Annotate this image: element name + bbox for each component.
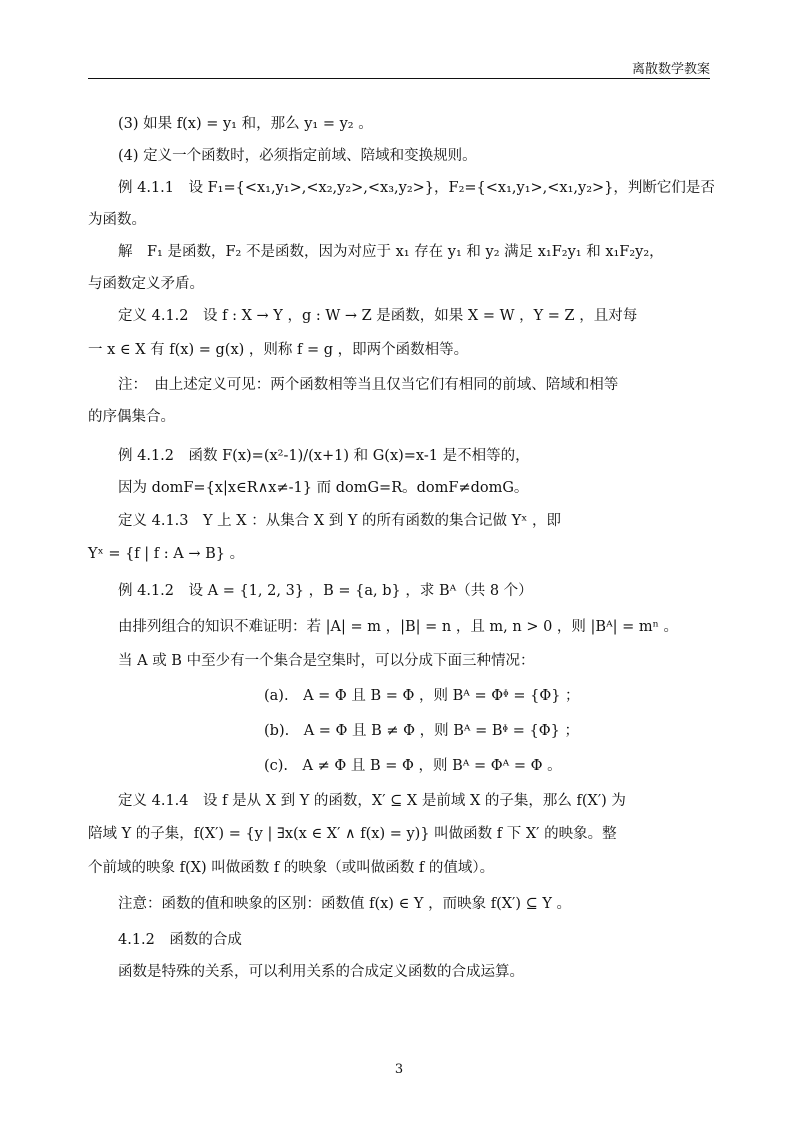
page-number: 3: [394, 1062, 404, 1077]
text-line: (4) 定义一个函数时，必须指定前域、陪域和变换规则。: [118, 148, 477, 164]
text-line: (3) 如果 f(x) = y₁ 和，那么 y₁ = y₂ 。: [118, 116, 373, 132]
text-line: 个前域的映象 f(X) 叫做函数 f 的映象（或叫做函数 f 的值域）。: [88, 860, 495, 876]
formula-line: Yˣ = {f | f : A → B} 。: [88, 546, 245, 562]
running-header-title: 离散数学教案: [631, 62, 710, 77]
example-line: 例 4.1.2 函数 F(x)=(x²-1)/(x+1) 和 G(x)=x-1 是不相等的，: [118, 448, 530, 464]
text-line: 由排列组合的知识不难证明：若 |A| = m ，|B| = n ，且 m, n > 0 ，则 |Bᴬ| = mⁿ 。: [118, 619, 679, 635]
text-line: 例 4.1.1 设 F₁={<x₁,y₁>,<x₂,y₂>,<x₃,y₂>}，F₂={<x₁,y₁>,<x₁,y₂>}，判断它们是否: [118, 180, 715, 196]
note-line: 注意：函数的值和映象的区别：函数值 f(x) ∈ Y ，而映象 f(X′) ⊆ Y 。: [118, 896, 572, 912]
note-line: 注： 由上述定义可见：两个函数相等当且仅当它们有相同的前域、陪域和相等: [118, 377, 619, 393]
text-line: 一 x ∈ X 有 f(x) = g(x) ，则称 f = g ，即两个函数相等。: [88, 342, 469, 358]
definition-line: 定义 4.1.3 Y 上 X ：从集合 X 到 Y 的所有函数的集合记做 Yˣ ，即: [118, 513, 561, 529]
example-line: 例 4.1.2 设 A = {1, 2, 3} ，B = {a, b} ，求 Bᴬ（共 8 个）: [118, 583, 533, 599]
case-line-a: (a). A = Φ 且 B = Φ ，则 Bᴬ = Φᶲ = {Φ} ；: [264, 688, 580, 704]
text-line: 当 A 或 B 中至少有一个集合是空集时，可以分成下面三种情况：: [118, 653, 535, 669]
section-heading: 4.1.2 函数的合成: [118, 932, 242, 948]
text-line: 的序偶集合。: [88, 409, 175, 425]
text-line: 解 F₁ 是函数，F₂ 不是函数，因为对应于 x₁ 存在 y₁ 和 y₂ 满足 x₁F₂y₁ 和 x₁F₂y₂，: [118, 244, 664, 260]
header-rule: [88, 78, 710, 79]
text-line: 函数是特殊的关系，可以利用关系的合成定义函数的合成运算。: [118, 964, 524, 980]
case-line-c: (c). A ≠ Φ 且 B = Φ ，则 Bᴬ = Φᴬ = Φ 。: [264, 758, 562, 774]
definition-line: 定义 4.1.4 设 f 是从 X 到 Y 的函数，X′ ⊆ X 是前域 X 的子集，那么 f(X′) 为: [118, 793, 626, 809]
case-line-b: (b). A = Φ 且 B ≠ Φ ，则 Bᴬ = Bᶲ = {Φ} ；: [264, 723, 579, 739]
text-line: 陪域 Y 的子集，f(X′) = {y | ∃x(x ∈ X′ ∧ f(x) = y)} 叫做函数 f 下 X′ 的映象。整: [88, 826, 617, 842]
definition-line: 定义 4.1.2 设 f : X → Y ，g : W → Z 是函数，如果 X = W ，Y = Z ，且对每: [118, 308, 638, 324]
text-line: 因为 domF={x|x∈R∧x≠-1} 而 domG=R。domF≠domG。: [118, 480, 529, 496]
text-line: 为函数。: [88, 212, 146, 228]
text-line: 与函数定义矛盾。: [88, 276, 204, 292]
